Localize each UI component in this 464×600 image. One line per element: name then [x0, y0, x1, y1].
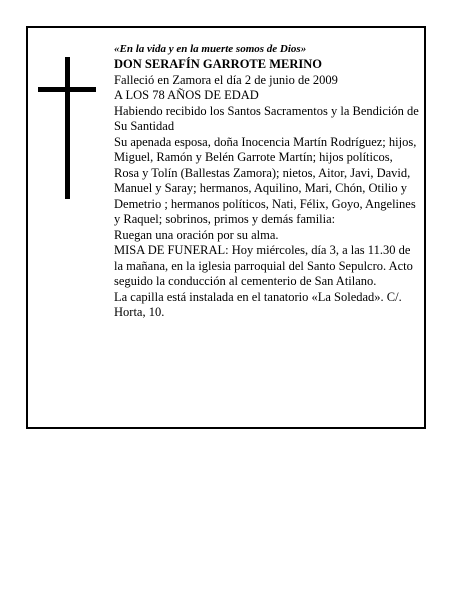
cross-icon [38, 57, 96, 199]
notice-text [114, 42, 420, 321]
notice-motto: «En la vida y en la muerte somos de Dios» [114, 43, 307, 55]
cross-horizontal-bar [38, 87, 96, 92]
family-paragraph: Su apenada esposa, doña Inocencia Martín Rodríguez; hijos, Miguel, Ramón y Belén Garrote Martín; hijos políticos, Rosa y Tolín (Ballestas Zamora); nietos, Aitor, Javi, David, Manuel y Saray; hermanos, Aquilino, Mari, Chón, Otilio y Demetrio ; hermanos políticos, Nati, Félix, Goyo, Angelines y Raquel; sobrinos, primos y demás familia: [114, 134, 417, 226]
age-line: A LOS 78 AÑOS DE EDAD [114, 88, 259, 102]
prayer-line: Ruegan una oración por su alma. [114, 227, 279, 242]
sacraments-line: Habiendo recibido los Santos Sacramentos y la Bendición de Su Santidad [114, 103, 419, 133]
death-date-line: Falleció en Zamora el día 2 de junio de 2009 [114, 72, 338, 87]
cross-vertical-bar [65, 57, 70, 199]
obituary-notice [26, 26, 426, 429]
chapel-paragraph: La capilla está instalada en el tanatorio «La Soledad». C/. Horta, 10. [114, 289, 402, 319]
deceased-name: DON SERAFÍN GARROTE MERINO [114, 57, 323, 71]
funeral-paragraph: MISA DE FUNERAL: Hoy miércoles, día 3, a las 11.30 de la mañana, en la iglesia parroquial del Santo Sepulcro. Acto seguido la conducción al cementerio de San Atilano. [114, 243, 413, 288]
